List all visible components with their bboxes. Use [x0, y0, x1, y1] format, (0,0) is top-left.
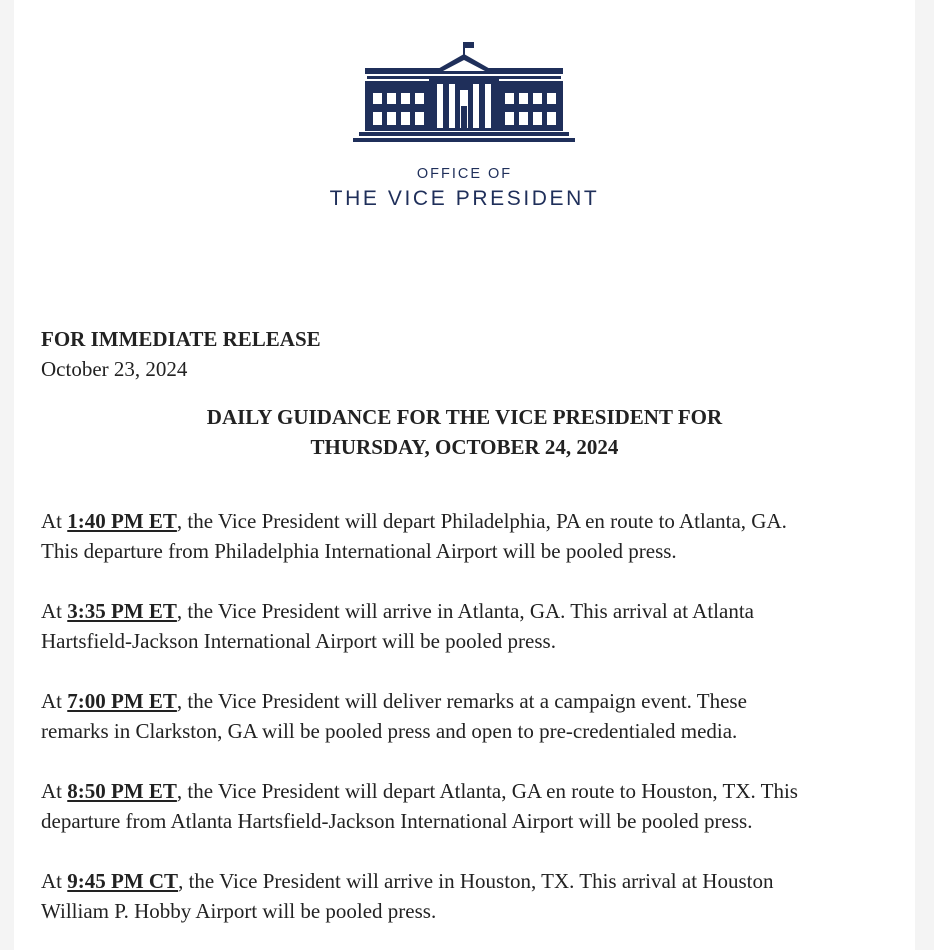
heading-line-1: DAILY GUIDANCE FOR THE VICE PRESIDENT FOR: [206, 405, 723, 429]
schedule-line-2: departure from Atlanta Hartsfield-Jackson International Airport will be pooled press.: [41, 809, 753, 833]
schedule-prefix: At: [41, 869, 68, 893]
schedule-time: 7:00 PM ET: [67, 689, 177, 713]
office-of-label: OFFICE OF: [416, 166, 513, 182]
schedule-time: 3:35 PM ET: [67, 599, 177, 623]
schedule-text: , the Vice President will arrive in Atlanta, GA. This arrival at Atlanta: [176, 599, 754, 623]
schedule-item: [41, 596, 901, 656]
schedule-line-2: This departure from Philadelphia International Airport will be pooled press.: [41, 539, 677, 563]
schedule-prefix: At: [41, 509, 68, 533]
schedule-item: [41, 506, 901, 566]
schedule-prefix: At: [41, 599, 68, 623]
heading-line-2: THURSDAY, OCTOBER 24, 2024: [310, 435, 619, 459]
office-title: THE VICE PRESIDENT: [329, 187, 600, 210]
schedule-line-2: Hartsfield-Jackson International Airport will be pooled press.: [41, 629, 556, 653]
schedule-prefix: At: [41, 779, 68, 803]
schedule-item: [41, 686, 901, 746]
schedule-line-1: [41, 506, 901, 536]
schedule-item: [41, 776, 901, 836]
schedule-line-1: [41, 686, 901, 716]
schedule-line-2: remarks in Clarkston, GA will be pooled press and open to pre-credentialed media.: [41, 719, 738, 743]
guidance-heading: [14, 402, 915, 462]
schedule-time: 8:50 PM ET: [67, 779, 177, 803]
schedule-text: , the Vice President will depart Atlanta, GA en route to Houston, TX. This: [176, 779, 798, 803]
schedule-text: , the Vice President will deliver remarks at a campaign event. These: [176, 689, 747, 713]
schedule-line-1: [41, 596, 901, 626]
schedule-text: , the Vice President will depart Philadelphia, PA en route to Atlanta, GA.: [176, 509, 787, 533]
schedule-item: [41, 866, 901, 926]
schedule-time: 9:45 PM CT: [67, 869, 179, 893]
schedule-time: 1:40 PM ET: [67, 509, 177, 533]
schedule-line-1: [41, 866, 901, 896]
schedule-prefix: At: [41, 689, 68, 713]
schedule-text: , the Vice President will arrive in Houston, TX. This arrival at Houston: [178, 869, 774, 893]
document-page: [14, 0, 915, 950]
white-house-icon: [349, 40, 579, 150]
release-date: October 23, 2024: [41, 357, 188, 381]
release-label: FOR IMMEDIATE RELEASE: [41, 327, 321, 351]
schedule-line-1: [41, 776, 901, 806]
schedule-line-2: William P. Hobby Airport will be pooled press.: [41, 899, 437, 923]
